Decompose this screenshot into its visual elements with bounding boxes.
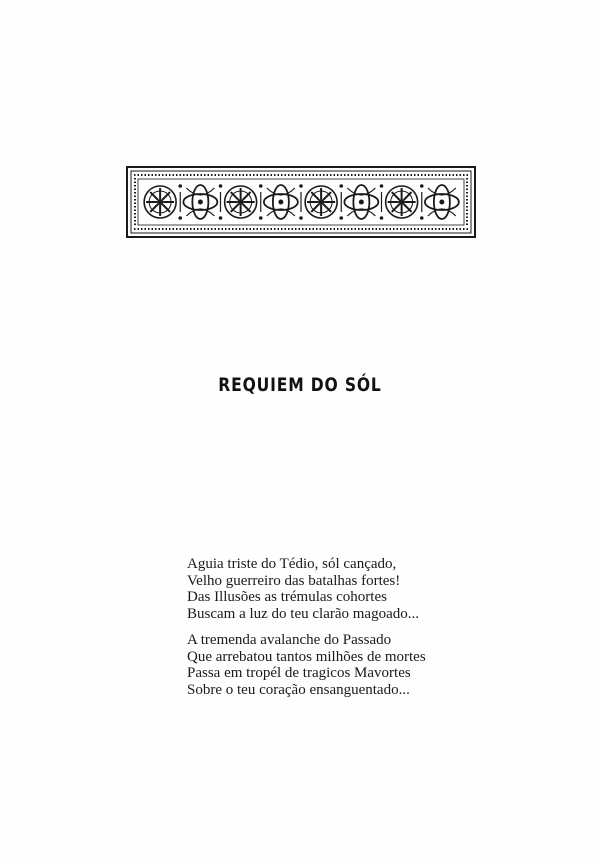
verse-line: Velho guerreiro das batalhas fortes! — [187, 572, 401, 589]
verse-line: Aguia triste do Tédio, sól cançado, — [187, 556, 397, 572]
verse-line: A tremenda avalanche do Passado — [187, 632, 392, 648]
stanza-2 — [187, 632, 426, 698]
poem-title: REQUIEM DO SÓL — [218, 374, 382, 396]
stanza-1 — [187, 556, 419, 622]
verse-line: Buscam a luz do teu clarão magoado... — [187, 605, 420, 622]
verse-line: Das Illusões as trémulas cohortes — [187, 589, 387, 605]
ornamental-headpiece-icon — [126, 166, 476, 238]
verse-line: Sobre o teu coração ensanguentado... — [187, 681, 410, 698]
verse-line: Que arrebatou tantos milhões de mortes — [187, 648, 426, 665]
verse-line: Passa em tropél de tragicos Mavortes — [187, 665, 411, 681]
